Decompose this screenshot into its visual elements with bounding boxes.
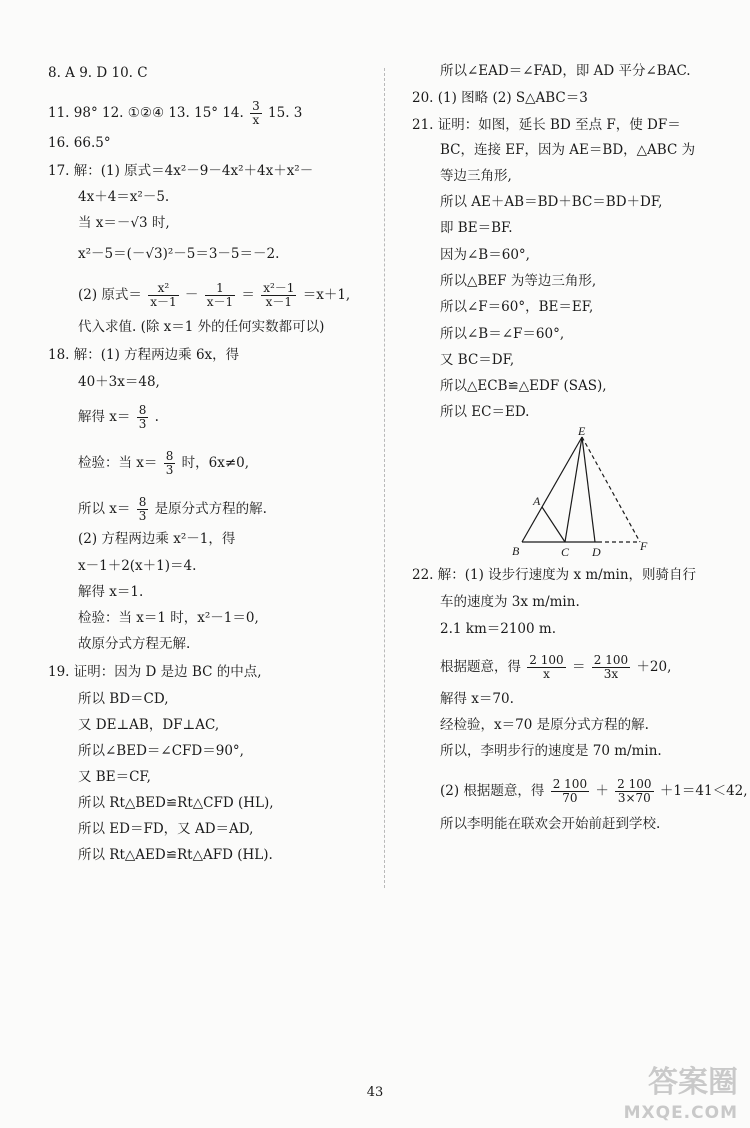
fraction-3-over-x: $\frac{3}{x}$	[252, 99, 260, 127]
q18-line-8: 解得 x＝1.	[78, 584, 144, 600]
label-b: B	[512, 544, 520, 558]
answers-8-10: 8. A 9. D 10. C	[48, 65, 148, 81]
watermark: 答案圈 MXQE.COM	[623, 1065, 738, 1123]
q18-line-7: x－1＋2(x＋1)＝4.	[78, 558, 197, 574]
fraction: $\frac{\text{x²－1}}{x-1}$	[263, 281, 295, 309]
q21-line-11: 所以△ECB≌△EDF (SAS),	[440, 378, 607, 394]
q18-line-5: 所以 x＝ $\frac{8}{3}$ 是原分式方程的解.	[78, 495, 267, 523]
q18-line-2: 40＋3x＝48,	[78, 374, 160, 390]
q21-line-8: 所以∠F＝60°，BE＝EF,	[440, 299, 594, 315]
q18-line-9: 检验：当 x＝1 时，x²－1＝0,	[78, 610, 259, 626]
fraction: $\frac{2 100}{x}$	[529, 653, 564, 681]
q19-line-3: 又 DE⊥AB，DF⊥AC,	[78, 717, 220, 733]
q19-conclusion: 所以∠EAD＝∠FAD，即 AD 平分∠BAC.	[440, 63, 691, 79]
segment-ac	[542, 507, 565, 542]
q22-line-5: 解得 x＝70.	[440, 691, 514, 707]
q19-line-6: 所以 Rt△BED≌Rt△CFD (HL),	[78, 795, 274, 811]
q18-line-3: 解得 x＝ $\frac{8}{3}$ .	[78, 403, 159, 431]
q21-line-1: 21. 证明：如图，延长 BD 至点 F，使 DF＝	[412, 117, 681, 133]
q17-line-6: 代入求值. (除 x＝1 外的任何实数都可以)	[78, 319, 325, 335]
q21-line-10: 又 BC＝DF,	[440, 352, 515, 368]
q21-line-3: 等边三角形,	[440, 168, 512, 184]
answers-11-15: 11. 98° 12. ①②④ 13. 15° 14. $\frac{3}{x}$ 15. 3	[48, 99, 303, 127]
label-f: F	[640, 539, 648, 553]
segment-ed	[582, 437, 595, 542]
fraction: $\frac{\text{x²}}{x-1}$	[150, 281, 177, 309]
q17-line-5: (2) 原式＝ $\frac{\text{x²}}{x-1}$ － $\frac{1}{x-1}$ ＝ $\frac{\text{x²－1}}{x-1}$ ＝x＋1,	[78, 281, 351, 309]
q19-line-5: 又 BE＝CF,	[78, 769, 151, 785]
label-d: D	[592, 545, 601, 559]
q22-line-1: 22. 解：(1) 设步行速度为 x m/min，则骑自行	[412, 567, 697, 583]
answer-16: 16. 66.5°	[48, 135, 111, 151]
q21-line-7: 所以△BEF 为等边三角形,	[440, 273, 597, 289]
q17-line-3: 当 x＝－√3 时,	[78, 215, 170, 231]
label-a: A	[533, 494, 541, 508]
q22-line-2: 车的速度为 3x m/min.	[440, 594, 580, 610]
q19-line-2: 所以 BD＝CD,	[78, 691, 169, 707]
q19-line-4: 所以∠BED＝∠CFD＝90°,	[78, 743, 244, 759]
column-divider	[384, 68, 385, 888]
q22-line-9: 所以李明能在联欢会开始前赶到学校.	[440, 816, 661, 832]
q21-line-12: 所以 EC＝ED.	[440, 404, 530, 420]
q22-line-3: 2.1 km＝2100 m.	[440, 621, 556, 637]
q18-line-1: 18. 解：(1) 方程两边乘 6x，得	[48, 347, 240, 363]
q18-line-10: 故原分式方程无解.	[78, 636, 191, 652]
label-e: E	[578, 425, 586, 438]
fraction: $\frac{2 100}{70}$	[552, 777, 588, 805]
q21-line-4: 所以 AE＋AB＝BD＋BC＝BD＋DF,	[440, 194, 663, 210]
q19-line-8: 所以 Rt△AED≌Rt△AFD (HL).	[78, 847, 273, 863]
answer-20: 20. (1) 图略 (2) S△ABC＝3	[412, 90, 588, 106]
q21-line-2: BC，连接 EF，因为 AE＝BD，△ABC 为	[440, 142, 696, 158]
q21-line-5: 即 BE＝BF.	[440, 220, 513, 236]
fraction: $\frac{1}{x-1}$	[206, 281, 234, 309]
segment-ef-dashed	[582, 437, 640, 542]
q22-line-4: 根据题意，得 $\frac{2 100}{x}$ ＝ $\frac{2 100}{3x}$ ＋20,	[440, 653, 672, 681]
q18-line-6: (2) 方程两边乘 x²－1，得	[78, 531, 236, 547]
fraction: $\frac{2 100}{3\times 70}$	[617, 777, 652, 805]
q19-line-7: 所以 ED＝FD，又 AD＝AD,	[78, 821, 254, 837]
q17-line-2: 4x＋4＝x²－5.	[78, 189, 170, 205]
fraction-8-3: $\frac{8}{3}$	[138, 403, 147, 431]
q18-line-4: 检验：当 x＝ $\frac{8}{3}$ 时，6x≠0,	[78, 449, 250, 477]
q21-line-9: 所以∠B＝∠F＝60°,	[440, 326, 565, 342]
label-c: C	[561, 545, 570, 559]
q22-line-7: 所以，李明步行的速度是 70 m/min.	[440, 743, 662, 759]
fraction-8-3: $\frac{8}{3}$	[165, 449, 174, 477]
q22-line-6: 经检验，x＝70 是原分式方程的解.	[440, 717, 649, 733]
q17-line-1: 17. 解：(1) 原式＝4x²－9－4x²＋4x＋x²－	[48, 163, 314, 179]
q21-line-6: 因为∠B＝60°,	[440, 247, 530, 263]
q17-line-4: x²－5＝(－√3)²－5＝3－5＝－2.	[78, 246, 280, 262]
fraction-8-3: $\frac{8}{3}$	[138, 495, 147, 523]
q19-line-1: 19. 证明：因为 D 是边 BC 的中点,	[48, 664, 262, 680]
q22-line-8: (2) 根据题意，得 $\frac{2 100}{70}$ ＋ $\frac{2 100}{3\times 70}$ ＋1＝41＜42,	[440, 777, 748, 805]
page-number: 43	[366, 1085, 384, 1100]
geometry-figure	[500, 425, 670, 560]
fraction: $\frac{2 100}{3x}$	[593, 653, 629, 681]
